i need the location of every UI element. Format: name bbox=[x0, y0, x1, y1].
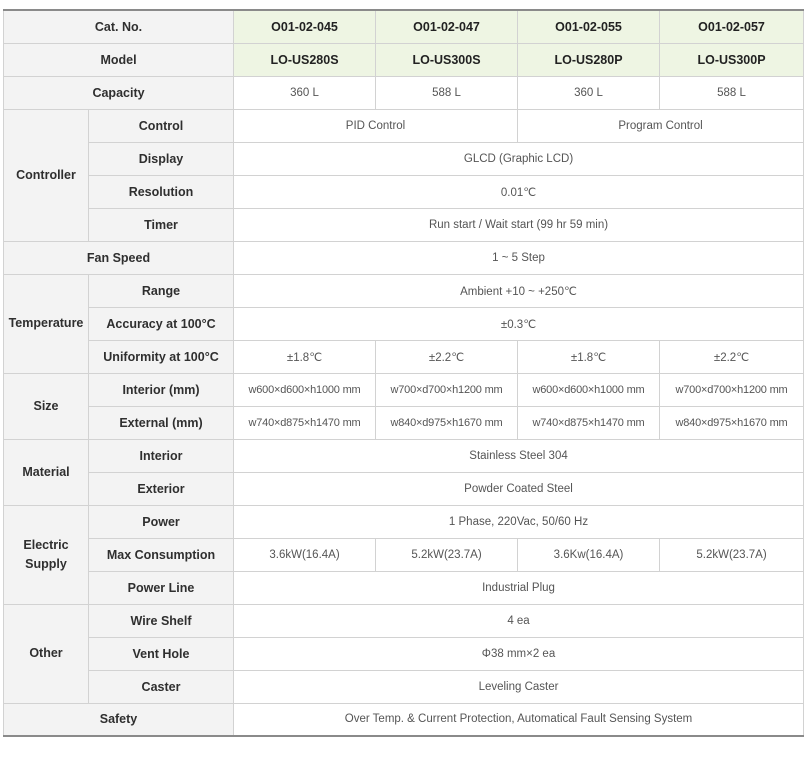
max-consumption-cell: 5.2kW(23.7A) bbox=[660, 538, 804, 571]
size-external-cell: w840×d975×h1670 mm bbox=[660, 406, 804, 439]
capacity-cell: 360 L bbox=[518, 76, 660, 109]
size-external-label: External (mm) bbox=[89, 406, 234, 439]
size-interior-cell: w600×d600×h1000 mm bbox=[518, 373, 660, 406]
max-consumption-cell: 5.2kW(23.7A) bbox=[376, 538, 518, 571]
row-max-consumption bbox=[4, 538, 804, 571]
wire-shelf-cell: 4 ea bbox=[234, 604, 804, 637]
group-controller: Controller bbox=[4, 109, 89, 241]
row-accuracy bbox=[4, 307, 804, 340]
model-cell: LO-US280S bbox=[234, 43, 376, 76]
row-capacity bbox=[4, 76, 804, 109]
power-cell: 1 Phase, 220Vac, 50/60 Hz bbox=[234, 505, 804, 538]
group-size: Size bbox=[4, 373, 89, 439]
cat-no-cell: O01-02-055 bbox=[518, 10, 660, 43]
power-label: Power bbox=[89, 505, 234, 538]
row-uniformity bbox=[4, 340, 804, 373]
group-electric-supply bbox=[4, 505, 89, 604]
material-exterior-cell: Powder Coated Steel bbox=[234, 472, 804, 505]
group-other: Other bbox=[4, 604, 89, 703]
range-label: Range bbox=[89, 274, 234, 307]
row-model bbox=[4, 43, 804, 76]
size-interior-cell: w600×d600×h1000 mm bbox=[234, 373, 376, 406]
row-size-interior bbox=[4, 373, 804, 406]
material-interior-cell: Stainless Steel 304 bbox=[234, 439, 804, 472]
display-cell: GLCD (Graphic LCD) bbox=[234, 142, 804, 175]
model-cell: LO-US280P bbox=[518, 43, 660, 76]
timer-label: Timer bbox=[89, 208, 234, 241]
power-line-cell: Industrial Plug bbox=[234, 571, 804, 604]
row-caster bbox=[4, 670, 804, 703]
group-electric-line1: Electric bbox=[23, 537, 69, 552]
display-label: Display bbox=[89, 142, 234, 175]
group-material: Material bbox=[4, 439, 89, 505]
cat-no-cell: O01-02-047 bbox=[376, 10, 518, 43]
control-cell-program: Program Control bbox=[518, 109, 804, 142]
safety-label: Safety bbox=[4, 703, 234, 736]
row-size-external bbox=[4, 406, 804, 439]
row-fan-speed bbox=[4, 241, 804, 274]
row-control bbox=[4, 109, 804, 142]
row-range bbox=[4, 274, 804, 307]
row-safety bbox=[4, 703, 804, 736]
control-label: Control bbox=[89, 109, 234, 142]
vent-hole-cell: Φ38 mm×2 ea bbox=[234, 637, 804, 670]
safety-cell: Over Temp. & Current Protection, Automatical Fault Sensing System bbox=[234, 703, 804, 736]
wire-shelf-label: Wire Shelf bbox=[89, 604, 234, 637]
power-line-label: Power Line bbox=[89, 571, 234, 604]
size-external-cell: w740×d875×h1470 mm bbox=[234, 406, 376, 439]
resolution-label: Resolution bbox=[89, 175, 234, 208]
size-interior-label: Interior (mm) bbox=[89, 373, 234, 406]
row-power bbox=[4, 505, 804, 538]
uniformity-cell: ±2.2℃ bbox=[660, 340, 804, 373]
spec-table bbox=[3, 9, 804, 737]
uniformity-cell: ±2.2℃ bbox=[376, 340, 518, 373]
row-power-line bbox=[4, 571, 804, 604]
model-label: Model bbox=[4, 43, 234, 76]
group-electric-line2: Supply bbox=[25, 556, 67, 571]
cat-no-label: Cat. No. bbox=[4, 10, 234, 43]
accuracy-label: Accuracy at 100°C bbox=[89, 307, 234, 340]
timer-cell: Run start / Wait start (99 hr 59 min) bbox=[234, 208, 804, 241]
range-cell: Ambient +10 ~ +250℃ bbox=[234, 274, 804, 307]
uniformity-cell: ±1.8℃ bbox=[518, 340, 660, 373]
caster-label: Caster bbox=[89, 670, 234, 703]
size-interior-cell: w700×d700×h1200 mm bbox=[660, 373, 804, 406]
row-display bbox=[4, 142, 804, 175]
max-consumption-label: Max Consumption bbox=[89, 538, 234, 571]
max-consumption-cell: 3.6kW(16.4A) bbox=[234, 538, 376, 571]
row-resolution bbox=[4, 175, 804, 208]
model-cell: LO-US300P bbox=[660, 43, 804, 76]
fan-speed-cell: 1 ~ 5 Step bbox=[234, 241, 804, 274]
row-wire-shelf bbox=[4, 604, 804, 637]
size-interior-cell: w700×d700×h1200 mm bbox=[376, 373, 518, 406]
row-material-interior bbox=[4, 439, 804, 472]
capacity-cell: 588 L bbox=[376, 76, 518, 109]
row-timer bbox=[4, 208, 804, 241]
accuracy-cell: ±0.3℃ bbox=[234, 307, 804, 340]
spec-table-container bbox=[3, 9, 804, 737]
capacity-label: Capacity bbox=[4, 76, 234, 109]
cat-no-cell: O01-02-057 bbox=[660, 10, 804, 43]
control-cell-pid: PID Control bbox=[234, 109, 518, 142]
group-temperature: Temperature bbox=[4, 274, 89, 373]
vent-hole-label: Vent Hole bbox=[89, 637, 234, 670]
material-exterior-label: Exterior bbox=[89, 472, 234, 505]
material-interior-label: Interior bbox=[89, 439, 234, 472]
size-external-cell: w840×d975×h1670 mm bbox=[376, 406, 518, 439]
model-cell: LO-US300S bbox=[376, 43, 518, 76]
caster-cell: Leveling Caster bbox=[234, 670, 804, 703]
capacity-cell: 588 L bbox=[660, 76, 804, 109]
cat-no-cell: O01-02-045 bbox=[234, 10, 376, 43]
capacity-cell: 360 L bbox=[234, 76, 376, 109]
row-cat-no bbox=[4, 10, 804, 43]
resolution-cell: 0.01℃ bbox=[234, 175, 804, 208]
row-vent-hole bbox=[4, 637, 804, 670]
row-material-exterior bbox=[4, 472, 804, 505]
size-external-cell: w740×d875×h1470 mm bbox=[518, 406, 660, 439]
uniformity-cell: ±1.8℃ bbox=[234, 340, 376, 373]
uniformity-label: Uniformity at 100°C bbox=[89, 340, 234, 373]
fan-speed-label: Fan Speed bbox=[4, 241, 234, 274]
max-consumption-cell: 3.6Kw(16.4A) bbox=[518, 538, 660, 571]
